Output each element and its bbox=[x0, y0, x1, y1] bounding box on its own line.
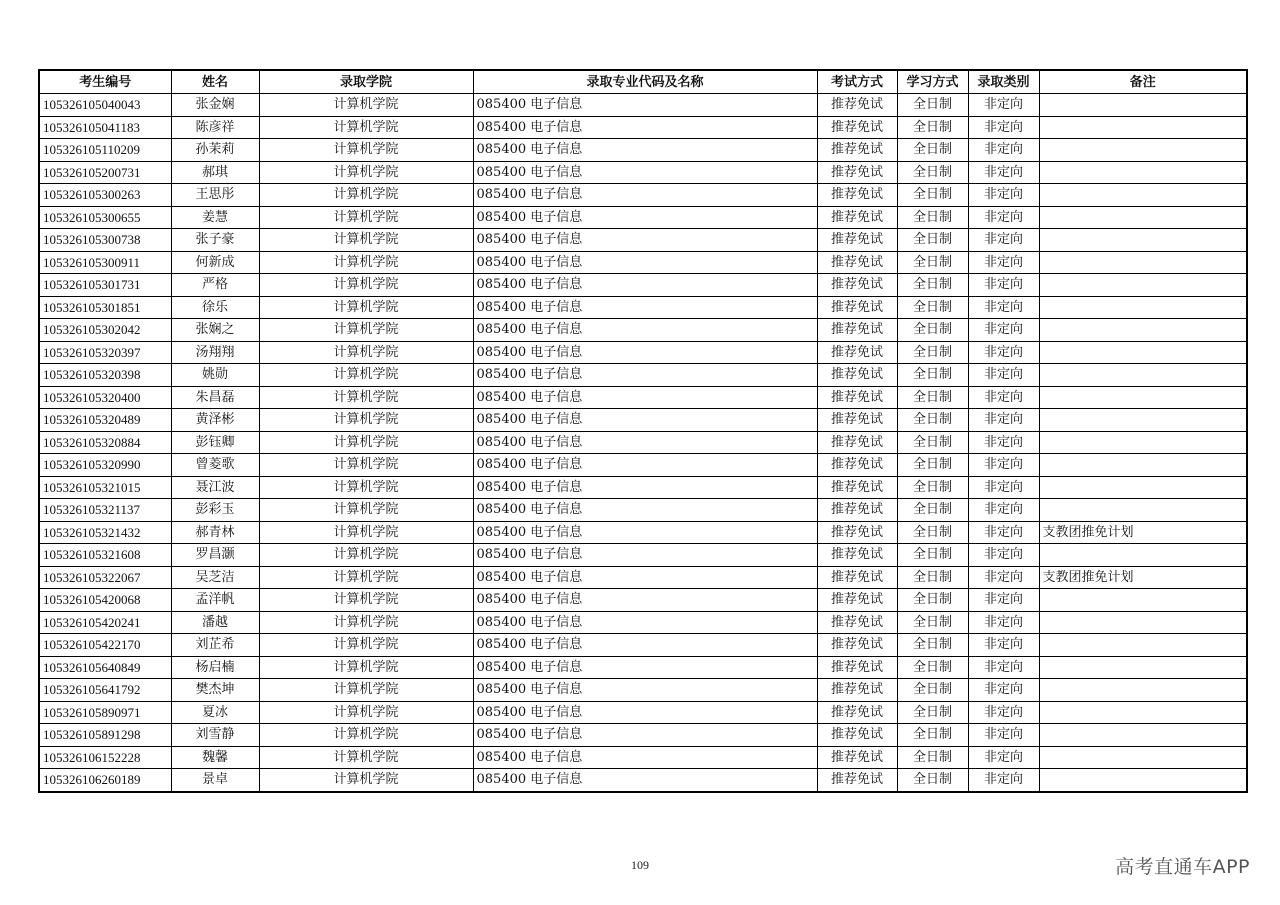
cell-name: 樊杰坤 bbox=[171, 679, 259, 702]
cell-candidate-id: 105326105040043 bbox=[39, 94, 171, 117]
cell-major: 085400 电子信息 bbox=[473, 161, 817, 184]
cell-admission-type: 非定向 bbox=[968, 116, 1039, 139]
cell-candidate-id: 105326105300911 bbox=[39, 251, 171, 274]
cell-college: 计算机学院 bbox=[259, 746, 473, 769]
cell-college: 计算机学院 bbox=[259, 116, 473, 139]
cell-exam-method: 推荐免试 bbox=[817, 341, 897, 364]
cell-name: 魏馨 bbox=[171, 746, 259, 769]
cell-college: 计算机学院 bbox=[259, 769, 473, 792]
header-study-mode: 学习方式 bbox=[897, 70, 968, 94]
table-row bbox=[39, 184, 1247, 207]
cell-college: 计算机学院 bbox=[259, 206, 473, 229]
cell-note bbox=[1039, 769, 1247, 792]
header-candidate-id: 考生编号 bbox=[39, 70, 171, 94]
table-row bbox=[39, 544, 1247, 567]
table-row bbox=[39, 139, 1247, 162]
cell-candidate-id: 105326106152228 bbox=[39, 746, 171, 769]
cell-candidate-id: 105326106260189 bbox=[39, 769, 171, 792]
page-number: 109 bbox=[631, 858, 649, 872]
cell-exam-method: 推荐免试 bbox=[817, 769, 897, 792]
cell-exam-method: 推荐免试 bbox=[817, 116, 897, 139]
cell-major: 085400 电子信息 bbox=[473, 499, 817, 522]
cell-candidate-id: 105326105322067 bbox=[39, 566, 171, 589]
cell-exam-method: 推荐免试 bbox=[817, 679, 897, 702]
cell-study-mode: 全日制 bbox=[897, 319, 968, 342]
cell-name: 郝青林 bbox=[171, 521, 259, 544]
cell-name: 黄泽彬 bbox=[171, 409, 259, 432]
cell-major: 085400 电子信息 bbox=[473, 656, 817, 679]
cell-note bbox=[1039, 724, 1247, 747]
cell-name: 张金娴 bbox=[171, 94, 259, 117]
table-row bbox=[39, 769, 1247, 792]
table-row bbox=[39, 634, 1247, 657]
cell-admission-type: 非定向 bbox=[968, 251, 1039, 274]
cell-admission-type: 非定向 bbox=[968, 499, 1039, 522]
cell-college: 计算机学院 bbox=[259, 634, 473, 657]
cell-name: 郝琪 bbox=[171, 161, 259, 184]
cell-college: 计算机学院 bbox=[259, 94, 473, 117]
cell-exam-method: 推荐免试 bbox=[817, 94, 897, 117]
cell-major: 085400 电子信息 bbox=[473, 589, 817, 612]
cell-study-mode: 全日制 bbox=[897, 251, 968, 274]
cell-admission-type: 非定向 bbox=[968, 94, 1039, 117]
table-row bbox=[39, 229, 1247, 252]
cell-note bbox=[1039, 409, 1247, 432]
table-row bbox=[39, 701, 1247, 724]
cell-college: 计算机学院 bbox=[259, 274, 473, 297]
cell-exam-method: 推荐免试 bbox=[817, 319, 897, 342]
cell-college: 计算机学院 bbox=[259, 544, 473, 567]
cell-exam-method: 推荐免试 bbox=[817, 701, 897, 724]
cell-candidate-id: 105326105420241 bbox=[39, 611, 171, 634]
cell-candidate-id: 105326105641792 bbox=[39, 679, 171, 702]
cell-major: 085400 电子信息 bbox=[473, 296, 817, 319]
cell-note bbox=[1039, 656, 1247, 679]
cell-college: 计算机学院 bbox=[259, 184, 473, 207]
cell-college: 计算机学院 bbox=[259, 431, 473, 454]
cell-study-mode: 全日制 bbox=[897, 116, 968, 139]
cell-exam-method: 推荐免试 bbox=[817, 521, 897, 544]
table-row bbox=[39, 274, 1247, 297]
cell-name: 孟洋帆 bbox=[171, 589, 259, 612]
cell-college: 计算机学院 bbox=[259, 251, 473, 274]
cell-note bbox=[1039, 499, 1247, 522]
cell-admission-type: 非定向 bbox=[968, 476, 1039, 499]
cell-note bbox=[1039, 634, 1247, 657]
cell-exam-method: 推荐免试 bbox=[817, 296, 897, 319]
table-row bbox=[39, 499, 1247, 522]
cell-study-mode: 全日制 bbox=[897, 499, 968, 522]
cell-admission-type: 非定向 bbox=[968, 364, 1039, 387]
cell-major: 085400 电子信息 bbox=[473, 274, 817, 297]
cell-name: 徐乐 bbox=[171, 296, 259, 319]
cell-exam-method: 推荐免试 bbox=[817, 634, 897, 657]
cell-name: 彭钰卿 bbox=[171, 431, 259, 454]
cell-note bbox=[1039, 161, 1247, 184]
header-college: 录取学院 bbox=[259, 70, 473, 94]
cell-candidate-id: 105326105420068 bbox=[39, 589, 171, 612]
cell-college: 计算机学院 bbox=[259, 296, 473, 319]
cell-candidate-id: 105326105320397 bbox=[39, 341, 171, 364]
cell-major: 085400 电子信息 bbox=[473, 206, 817, 229]
cell-study-mode: 全日制 bbox=[897, 566, 968, 589]
table-row bbox=[39, 296, 1247, 319]
cell-admission-type: 非定向 bbox=[968, 701, 1039, 724]
table-row bbox=[39, 161, 1247, 184]
cell-candidate-id: 105326105300738 bbox=[39, 229, 171, 252]
cell-exam-method: 推荐免试 bbox=[817, 206, 897, 229]
table-row bbox=[39, 521, 1247, 544]
cell-admission-type: 非定向 bbox=[968, 184, 1039, 207]
cell-name: 潘越 bbox=[171, 611, 259, 634]
cell-exam-method: 推荐免试 bbox=[817, 746, 897, 769]
cell-note bbox=[1039, 229, 1247, 252]
cell-candidate-id: 105326105422170 bbox=[39, 634, 171, 657]
cell-candidate-id: 105326105320990 bbox=[39, 454, 171, 477]
cell-candidate-id: 105326105321608 bbox=[39, 544, 171, 567]
cell-major: 085400 电子信息 bbox=[473, 116, 817, 139]
cell-name: 何新成 bbox=[171, 251, 259, 274]
cell-admission-type: 非定向 bbox=[968, 679, 1039, 702]
cell-exam-method: 推荐免试 bbox=[817, 229, 897, 252]
header-name: 姓名 bbox=[171, 70, 259, 94]
cell-exam-method: 推荐免试 bbox=[817, 161, 897, 184]
cell-name: 严格 bbox=[171, 274, 259, 297]
cell-admission-type: 非定向 bbox=[968, 634, 1039, 657]
cell-college: 计算机学院 bbox=[259, 161, 473, 184]
cell-note bbox=[1039, 431, 1247, 454]
cell-college: 计算机学院 bbox=[259, 499, 473, 522]
cell-study-mode: 全日制 bbox=[897, 94, 968, 117]
cell-study-mode: 全日制 bbox=[897, 184, 968, 207]
cell-study-mode: 全日制 bbox=[897, 746, 968, 769]
cell-study-mode: 全日制 bbox=[897, 476, 968, 499]
cell-admission-type: 非定向 bbox=[968, 139, 1039, 162]
table-body bbox=[39, 94, 1247, 792]
table-row bbox=[39, 409, 1247, 432]
table-row bbox=[39, 454, 1247, 477]
cell-admission-type: 非定向 bbox=[968, 746, 1039, 769]
table-row bbox=[39, 746, 1247, 769]
cell-exam-method: 推荐免试 bbox=[817, 476, 897, 499]
cell-exam-method: 推荐免试 bbox=[817, 251, 897, 274]
cell-admission-type: 非定向 bbox=[968, 274, 1039, 297]
cell-major: 085400 电子信息 bbox=[473, 679, 817, 702]
cell-major: 085400 电子信息 bbox=[473, 611, 817, 634]
cell-exam-method: 推荐免试 bbox=[817, 431, 897, 454]
cell-name: 曾菱歌 bbox=[171, 454, 259, 477]
cell-major: 085400 电子信息 bbox=[473, 521, 817, 544]
cell-admission-type: 非定向 bbox=[968, 229, 1039, 252]
cell-note bbox=[1039, 274, 1247, 297]
cell-admission-type: 非定向 bbox=[968, 341, 1039, 364]
cell-major: 085400 电子信息 bbox=[473, 454, 817, 477]
cell-exam-method: 推荐免试 bbox=[817, 409, 897, 432]
cell-study-mode: 全日制 bbox=[897, 364, 968, 387]
cell-note bbox=[1039, 94, 1247, 117]
cell-admission-type: 非定向 bbox=[968, 161, 1039, 184]
cell-college: 计算机学院 bbox=[259, 701, 473, 724]
cell-college: 计算机学院 bbox=[259, 521, 473, 544]
cell-exam-method: 推荐免试 bbox=[817, 184, 897, 207]
cell-name: 张子豪 bbox=[171, 229, 259, 252]
cell-major: 085400 电子信息 bbox=[473, 701, 817, 724]
cell-study-mode: 全日制 bbox=[897, 589, 968, 612]
cell-major: 085400 电子信息 bbox=[473, 251, 817, 274]
cell-candidate-id: 105326105041183 bbox=[39, 116, 171, 139]
cell-name: 彭彩玉 bbox=[171, 499, 259, 522]
cell-major: 085400 电子信息 bbox=[473, 566, 817, 589]
table-row bbox=[39, 386, 1247, 409]
cell-name: 孙茉莉 bbox=[171, 139, 259, 162]
cell-college: 计算机学院 bbox=[259, 319, 473, 342]
cell-note bbox=[1039, 251, 1247, 274]
cell-name: 杨启楠 bbox=[171, 656, 259, 679]
cell-exam-method: 推荐免试 bbox=[817, 386, 897, 409]
cell-college: 计算机学院 bbox=[259, 724, 473, 747]
table-row bbox=[39, 341, 1247, 364]
table-row bbox=[39, 94, 1247, 117]
cell-admission-type: 非定向 bbox=[968, 386, 1039, 409]
cell-admission-type: 非定向 bbox=[968, 611, 1039, 634]
cell-admission-type: 非定向 bbox=[968, 409, 1039, 432]
cell-study-mode: 全日制 bbox=[897, 229, 968, 252]
cell-major: 085400 电子信息 bbox=[473, 184, 817, 207]
cell-note bbox=[1039, 364, 1247, 387]
app-watermark: 高考直通车APP bbox=[1115, 856, 1250, 878]
cell-candidate-id: 105326105110209 bbox=[39, 139, 171, 162]
cell-note bbox=[1039, 544, 1247, 567]
cell-major: 085400 电子信息 bbox=[473, 544, 817, 567]
cell-name: 聂江波 bbox=[171, 476, 259, 499]
cell-candidate-id: 105326105300655 bbox=[39, 206, 171, 229]
cell-exam-method: 推荐免试 bbox=[817, 589, 897, 612]
cell-college: 计算机学院 bbox=[259, 229, 473, 252]
cell-study-mode: 全日制 bbox=[897, 386, 968, 409]
header-major: 录取专业代码及名称 bbox=[473, 70, 817, 94]
cell-study-mode: 全日制 bbox=[897, 679, 968, 702]
table-row bbox=[39, 476, 1247, 499]
cell-candidate-id: 105326105321015 bbox=[39, 476, 171, 499]
cell-major: 085400 电子信息 bbox=[473, 746, 817, 769]
table-row bbox=[39, 319, 1247, 342]
cell-candidate-id: 105326105301851 bbox=[39, 296, 171, 319]
cell-candidate-id: 105326105890971 bbox=[39, 701, 171, 724]
cell-name: 吴芝洁 bbox=[171, 566, 259, 589]
cell-study-mode: 全日制 bbox=[897, 701, 968, 724]
cell-admission-type: 非定向 bbox=[968, 454, 1039, 477]
table-row bbox=[39, 566, 1247, 589]
cell-note bbox=[1039, 341, 1247, 364]
table-row bbox=[39, 431, 1247, 454]
cell-candidate-id: 105326105200731 bbox=[39, 161, 171, 184]
cell-candidate-id: 105326105640849 bbox=[39, 656, 171, 679]
cell-note bbox=[1039, 139, 1247, 162]
cell-note bbox=[1039, 184, 1247, 207]
cell-note bbox=[1039, 319, 1247, 342]
cell-admission-type: 非定向 bbox=[968, 544, 1039, 567]
cell-college: 计算机学院 bbox=[259, 386, 473, 409]
cell-major: 085400 电子信息 bbox=[473, 769, 817, 792]
cell-note bbox=[1039, 476, 1247, 499]
cell-name: 朱昌磊 bbox=[171, 386, 259, 409]
cell-study-mode: 全日制 bbox=[897, 544, 968, 567]
cell-exam-method: 推荐免试 bbox=[817, 566, 897, 589]
cell-name: 姜慧 bbox=[171, 206, 259, 229]
cell-candidate-id: 105326105320398 bbox=[39, 364, 171, 387]
cell-college: 计算机学院 bbox=[259, 679, 473, 702]
table-row bbox=[39, 364, 1247, 387]
cell-admission-type: 非定向 bbox=[968, 521, 1039, 544]
header-exam-method: 考试方式 bbox=[817, 70, 897, 94]
cell-major: 085400 电子信息 bbox=[473, 341, 817, 364]
cell-study-mode: 全日制 bbox=[897, 409, 968, 432]
cell-note bbox=[1039, 386, 1247, 409]
cell-study-mode: 全日制 bbox=[897, 296, 968, 319]
cell-note bbox=[1039, 679, 1247, 702]
cell-college: 计算机学院 bbox=[259, 656, 473, 679]
cell-study-mode: 全日制 bbox=[897, 206, 968, 229]
table-header-row bbox=[39, 70, 1247, 94]
cell-admission-type: 非定向 bbox=[968, 566, 1039, 589]
cell-college: 计算机学院 bbox=[259, 454, 473, 477]
cell-name: 陈彦祥 bbox=[171, 116, 259, 139]
cell-note bbox=[1039, 589, 1247, 612]
cell-admission-type: 非定向 bbox=[968, 589, 1039, 612]
cell-admission-type: 非定向 bbox=[968, 656, 1039, 679]
cell-note bbox=[1039, 746, 1247, 769]
cell-college: 计算机学院 bbox=[259, 611, 473, 634]
cell-study-mode: 全日制 bbox=[897, 656, 968, 679]
table-row bbox=[39, 116, 1247, 139]
cell-exam-method: 推荐免试 bbox=[817, 364, 897, 387]
admission-table bbox=[38, 69, 1248, 793]
cell-major: 085400 电子信息 bbox=[473, 476, 817, 499]
table-row bbox=[39, 679, 1247, 702]
cell-name: 王思彤 bbox=[171, 184, 259, 207]
cell-college: 计算机学院 bbox=[259, 409, 473, 432]
cell-note bbox=[1039, 116, 1247, 139]
cell-candidate-id: 105326105300263 bbox=[39, 184, 171, 207]
cell-name: 罗昌灏 bbox=[171, 544, 259, 567]
cell-admission-type: 非定向 bbox=[968, 296, 1039, 319]
cell-college: 计算机学院 bbox=[259, 589, 473, 612]
cell-exam-method: 推荐免试 bbox=[817, 139, 897, 162]
cell-name: 张娴之 bbox=[171, 319, 259, 342]
table-row bbox=[39, 251, 1247, 274]
cell-name: 刘雪静 bbox=[171, 724, 259, 747]
cell-candidate-id: 105326105301731 bbox=[39, 274, 171, 297]
cell-study-mode: 全日制 bbox=[897, 634, 968, 657]
cell-admission-type: 非定向 bbox=[968, 431, 1039, 454]
cell-note bbox=[1039, 454, 1247, 477]
header-admission-type: 录取类别 bbox=[968, 70, 1039, 94]
cell-major: 085400 电子信息 bbox=[473, 139, 817, 162]
cell-name: 夏冰 bbox=[171, 701, 259, 724]
cell-study-mode: 全日制 bbox=[897, 769, 968, 792]
cell-major: 085400 电子信息 bbox=[473, 634, 817, 657]
cell-study-mode: 全日制 bbox=[897, 521, 968, 544]
cell-major: 085400 电子信息 bbox=[473, 431, 817, 454]
cell-college: 计算机学院 bbox=[259, 566, 473, 589]
cell-candidate-id: 105326105891298 bbox=[39, 724, 171, 747]
cell-note: 支教团推免计划 bbox=[1039, 566, 1247, 589]
cell-note bbox=[1039, 206, 1247, 229]
table-row bbox=[39, 206, 1247, 229]
cell-college: 计算机学院 bbox=[259, 139, 473, 162]
cell-exam-method: 推荐免试 bbox=[817, 611, 897, 634]
table-row bbox=[39, 656, 1247, 679]
cell-study-mode: 全日制 bbox=[897, 139, 968, 162]
cell-candidate-id: 105326105321137 bbox=[39, 499, 171, 522]
cell-admission-type: 非定向 bbox=[968, 769, 1039, 792]
cell-candidate-id: 105326105302042 bbox=[39, 319, 171, 342]
cell-college: 计算机学院 bbox=[259, 364, 473, 387]
cell-exam-method: 推荐免试 bbox=[817, 274, 897, 297]
cell-candidate-id: 105326105320884 bbox=[39, 431, 171, 454]
cell-note bbox=[1039, 611, 1247, 634]
cell-exam-method: 推荐免试 bbox=[817, 544, 897, 567]
cell-candidate-id: 105326105320400 bbox=[39, 386, 171, 409]
cell-admission-type: 非定向 bbox=[968, 206, 1039, 229]
cell-name: 姚勋 bbox=[171, 364, 259, 387]
table-row bbox=[39, 611, 1247, 634]
cell-candidate-id: 105326105320489 bbox=[39, 409, 171, 432]
cell-major: 085400 电子信息 bbox=[473, 724, 817, 747]
cell-study-mode: 全日制 bbox=[897, 611, 968, 634]
table-row bbox=[39, 724, 1247, 747]
cell-note: 支教团推免计划 bbox=[1039, 521, 1247, 544]
cell-exam-method: 推荐免试 bbox=[817, 499, 897, 522]
cell-name: 景卓 bbox=[171, 769, 259, 792]
cell-admission-type: 非定向 bbox=[968, 319, 1039, 342]
cell-name: 汤翔翔 bbox=[171, 341, 259, 364]
cell-note bbox=[1039, 296, 1247, 319]
cell-college: 计算机学院 bbox=[259, 341, 473, 364]
cell-study-mode: 全日制 bbox=[897, 431, 968, 454]
cell-admission-type: 非定向 bbox=[968, 724, 1039, 747]
cell-study-mode: 全日制 bbox=[897, 454, 968, 477]
cell-exam-method: 推荐免试 bbox=[817, 454, 897, 477]
cell-exam-method: 推荐免试 bbox=[817, 656, 897, 679]
table-row bbox=[39, 589, 1247, 612]
cell-study-mode: 全日制 bbox=[897, 724, 968, 747]
cell-exam-method: 推荐免试 bbox=[817, 724, 897, 747]
cell-study-mode: 全日制 bbox=[897, 341, 968, 364]
cell-study-mode: 全日制 bbox=[897, 161, 968, 184]
cell-name: 刘芷希 bbox=[171, 634, 259, 657]
header-note: 备注 bbox=[1039, 70, 1247, 94]
cell-major: 085400 电子信息 bbox=[473, 229, 817, 252]
cell-major: 085400 电子信息 bbox=[473, 386, 817, 409]
cell-major: 085400 电子信息 bbox=[473, 364, 817, 387]
cell-note bbox=[1039, 701, 1247, 724]
cell-study-mode: 全日制 bbox=[897, 274, 968, 297]
cell-candidate-id: 105326105321432 bbox=[39, 521, 171, 544]
cell-major: 085400 电子信息 bbox=[473, 409, 817, 432]
cell-major: 085400 电子信息 bbox=[473, 94, 817, 117]
cell-college: 计算机学院 bbox=[259, 476, 473, 499]
cell-major: 085400 电子信息 bbox=[473, 319, 817, 342]
